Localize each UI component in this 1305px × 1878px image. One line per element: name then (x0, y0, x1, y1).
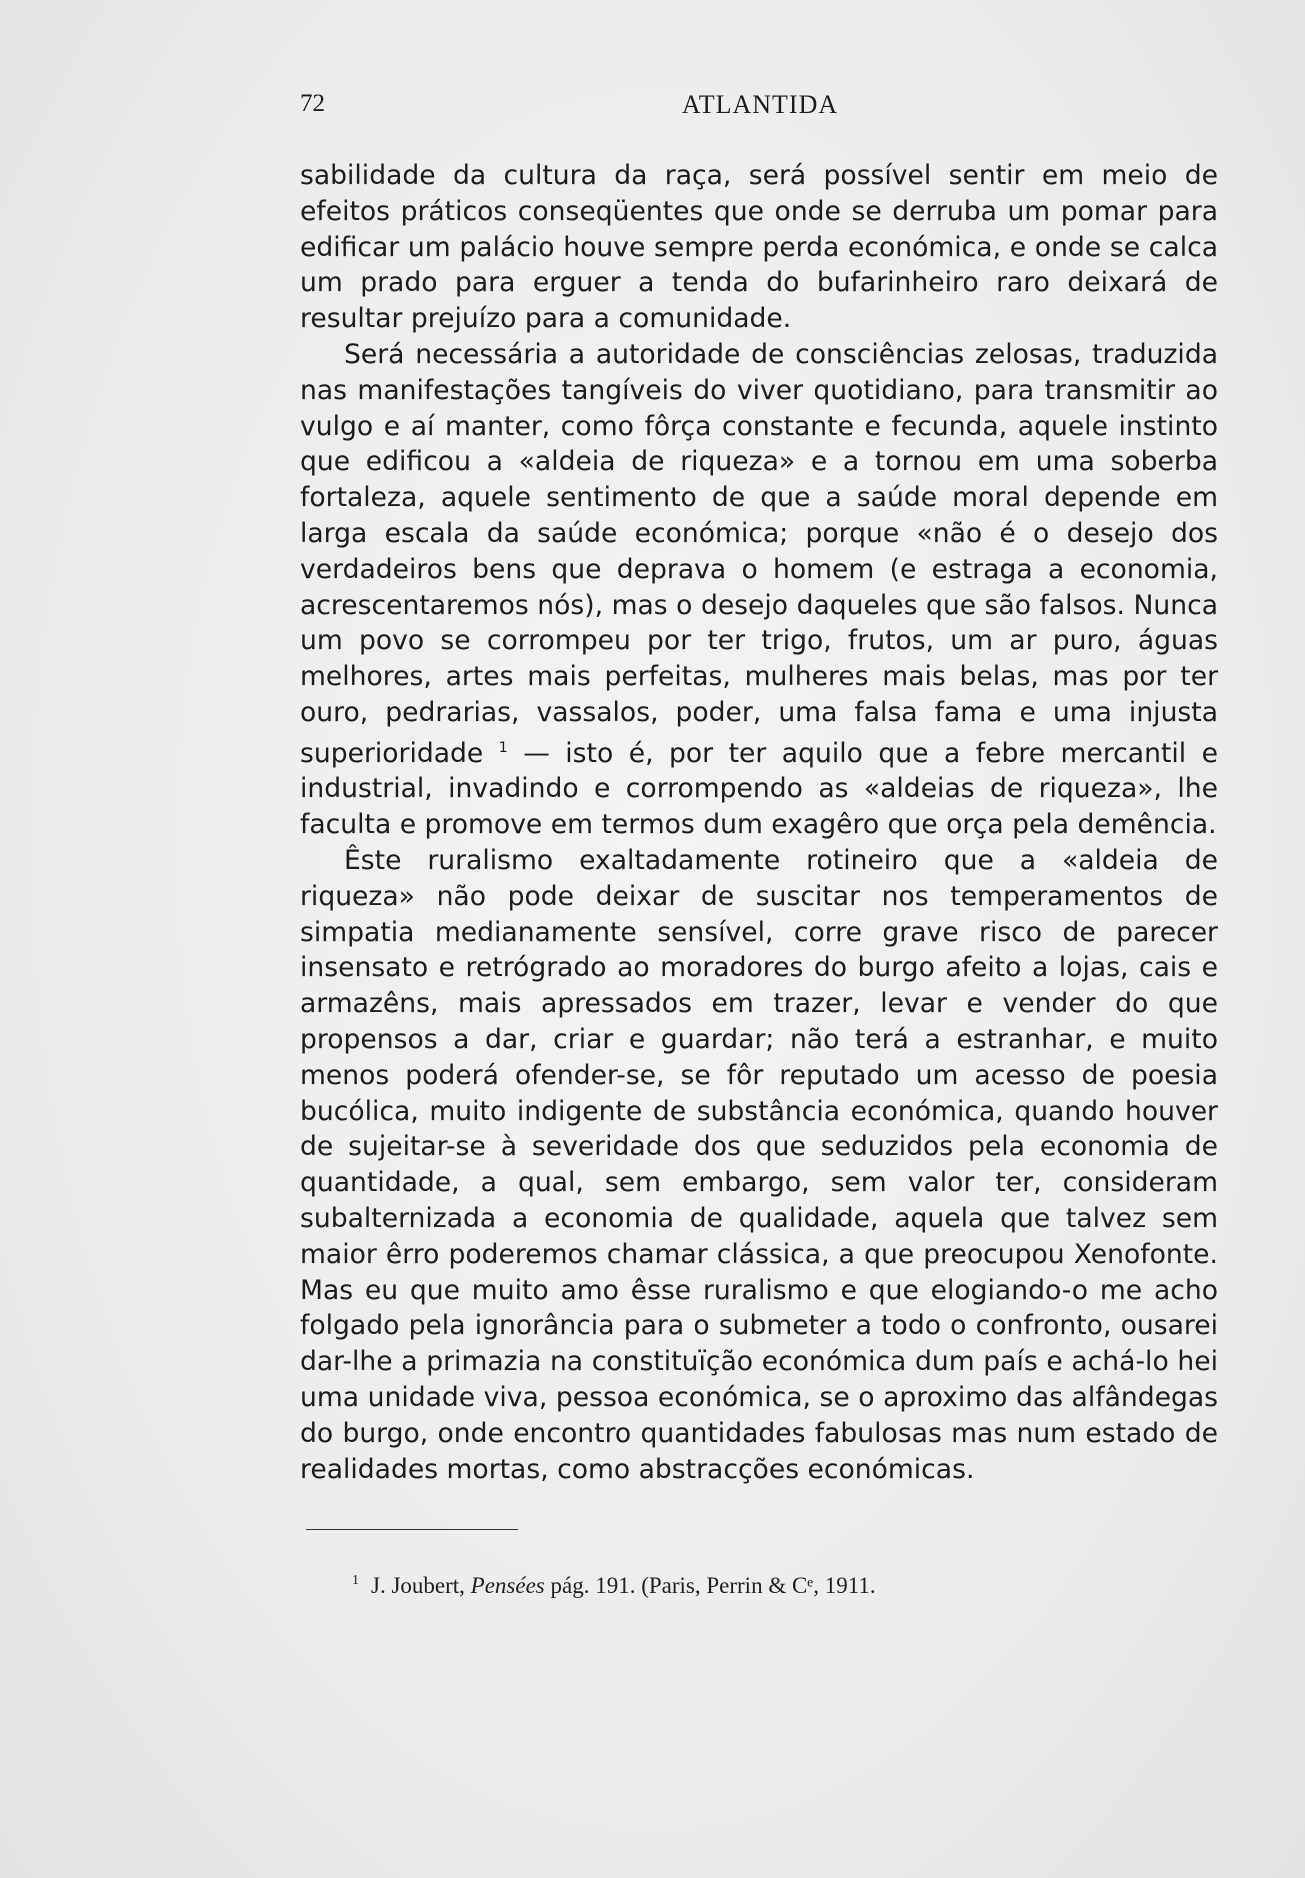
footnote-reference: 1 (498, 739, 508, 756)
paragraph-3: Êste ruralismo exaltadamente rotineiro que a «aldeia de riqueza» não pode deixar de suscitar nos temperamentos de simpatia medianamente sensível, corre grave risco de parecer insensato e retrógrado ao moradores do burgo afeito a lojas, cais e armazêns, mais apressados em trazer, levar e vender do que propensos a dar, criar e guardar; não terá a estranhar, e muito menos poderá ofender-se, se fôr reputado um acesso de poesia bucólica, muito indigente de substância económica, quando houver de sujeitar-se à severidade dos que seduzidos pela economia de quantidade, a qual, sem embargo, sem valor ter, consideram subalternizada a economia de qualidade, aquela que talvez sem maior êrro poderemos chamar clássica, a que preocupou Xenofonte. Mas eu que muito amo êsse ruralismo e que elogiando-o me acho folgado pela ignorância para o submeter a todo o confronto, ousarei dar-lhe a primazia na constituïção económica dum país e achá-lo hei uma unidade viva, pessoa económica, se o aproximo das alfândegas do burgo, onde encontro quantidades fabulosas mas num estado de realidades mortas, como abstracções económicas. (300, 845, 1218, 1485)
paragraph-1: sabilidade da cultura da raça, será possível sentir em meio de efeitos práticos conseqüentes que onde se derruba um pomar para edificar um palácio houve sempre perda económica, e onde se calca um prado para erguer a tenda do bufarinheiro raro deixará de resultar prejuízo para a comunidade. (300, 160, 1218, 335)
page-number: 72 (300, 90, 325, 117)
body-text (300, 158, 1218, 1487)
footnote-author: J. Joubert, (371, 1573, 471, 1598)
paragraph-2-text-b: — isto é, por ter aquilo que a febre mercantil e industrial, invadindo e corrompendo as «aldeias de riqueza», lhe faculta e promove em termos dum exagêro que orça pela demência. (300, 737, 1218, 841)
running-title: ATLANTIDA (681, 90, 839, 119)
footnote-citation: pág. 191. (Paris, Perrin & Cᵉ, 1911. (544, 1573, 876, 1598)
footnote-title: Pensées (470, 1573, 545, 1598)
footnote-marker: 1 (352, 1573, 359, 1589)
footnote-divider (306, 1529, 518, 1530)
footnote (352, 1573, 876, 1599)
paragraph-2-text-a: Será necessária a autoridade de consciências zelosas, traduzida nas manifestações tangíveis do viver quotidiano, para transmitir ao vulgo e aí manter, como fôrça constante e fecunda, aquele instinto que edificou a «aldeia de riqueza» e a tornou em uma soberba fortaleza, aquele sentimento de que a saúde moral depende em larga escala da saúde económica; porque «não é o desejo dos verdadeiros bens que deprava o homem (e estraga a economia, acrescentaremos nós), mas o desejo daqueles que são falsos. Nunca um povo se corrompeu por ter trigo, frutos, um ar puro, águas melhores, artes mais perfeitas, mulheres mais belas, mas por ter ouro, pedrarias, vassalos, poder, uma falsa fama e uma injusta superioridade (300, 338, 1218, 769)
paragraph-2 (300, 337, 1218, 843)
page-header (300, 90, 1220, 126)
